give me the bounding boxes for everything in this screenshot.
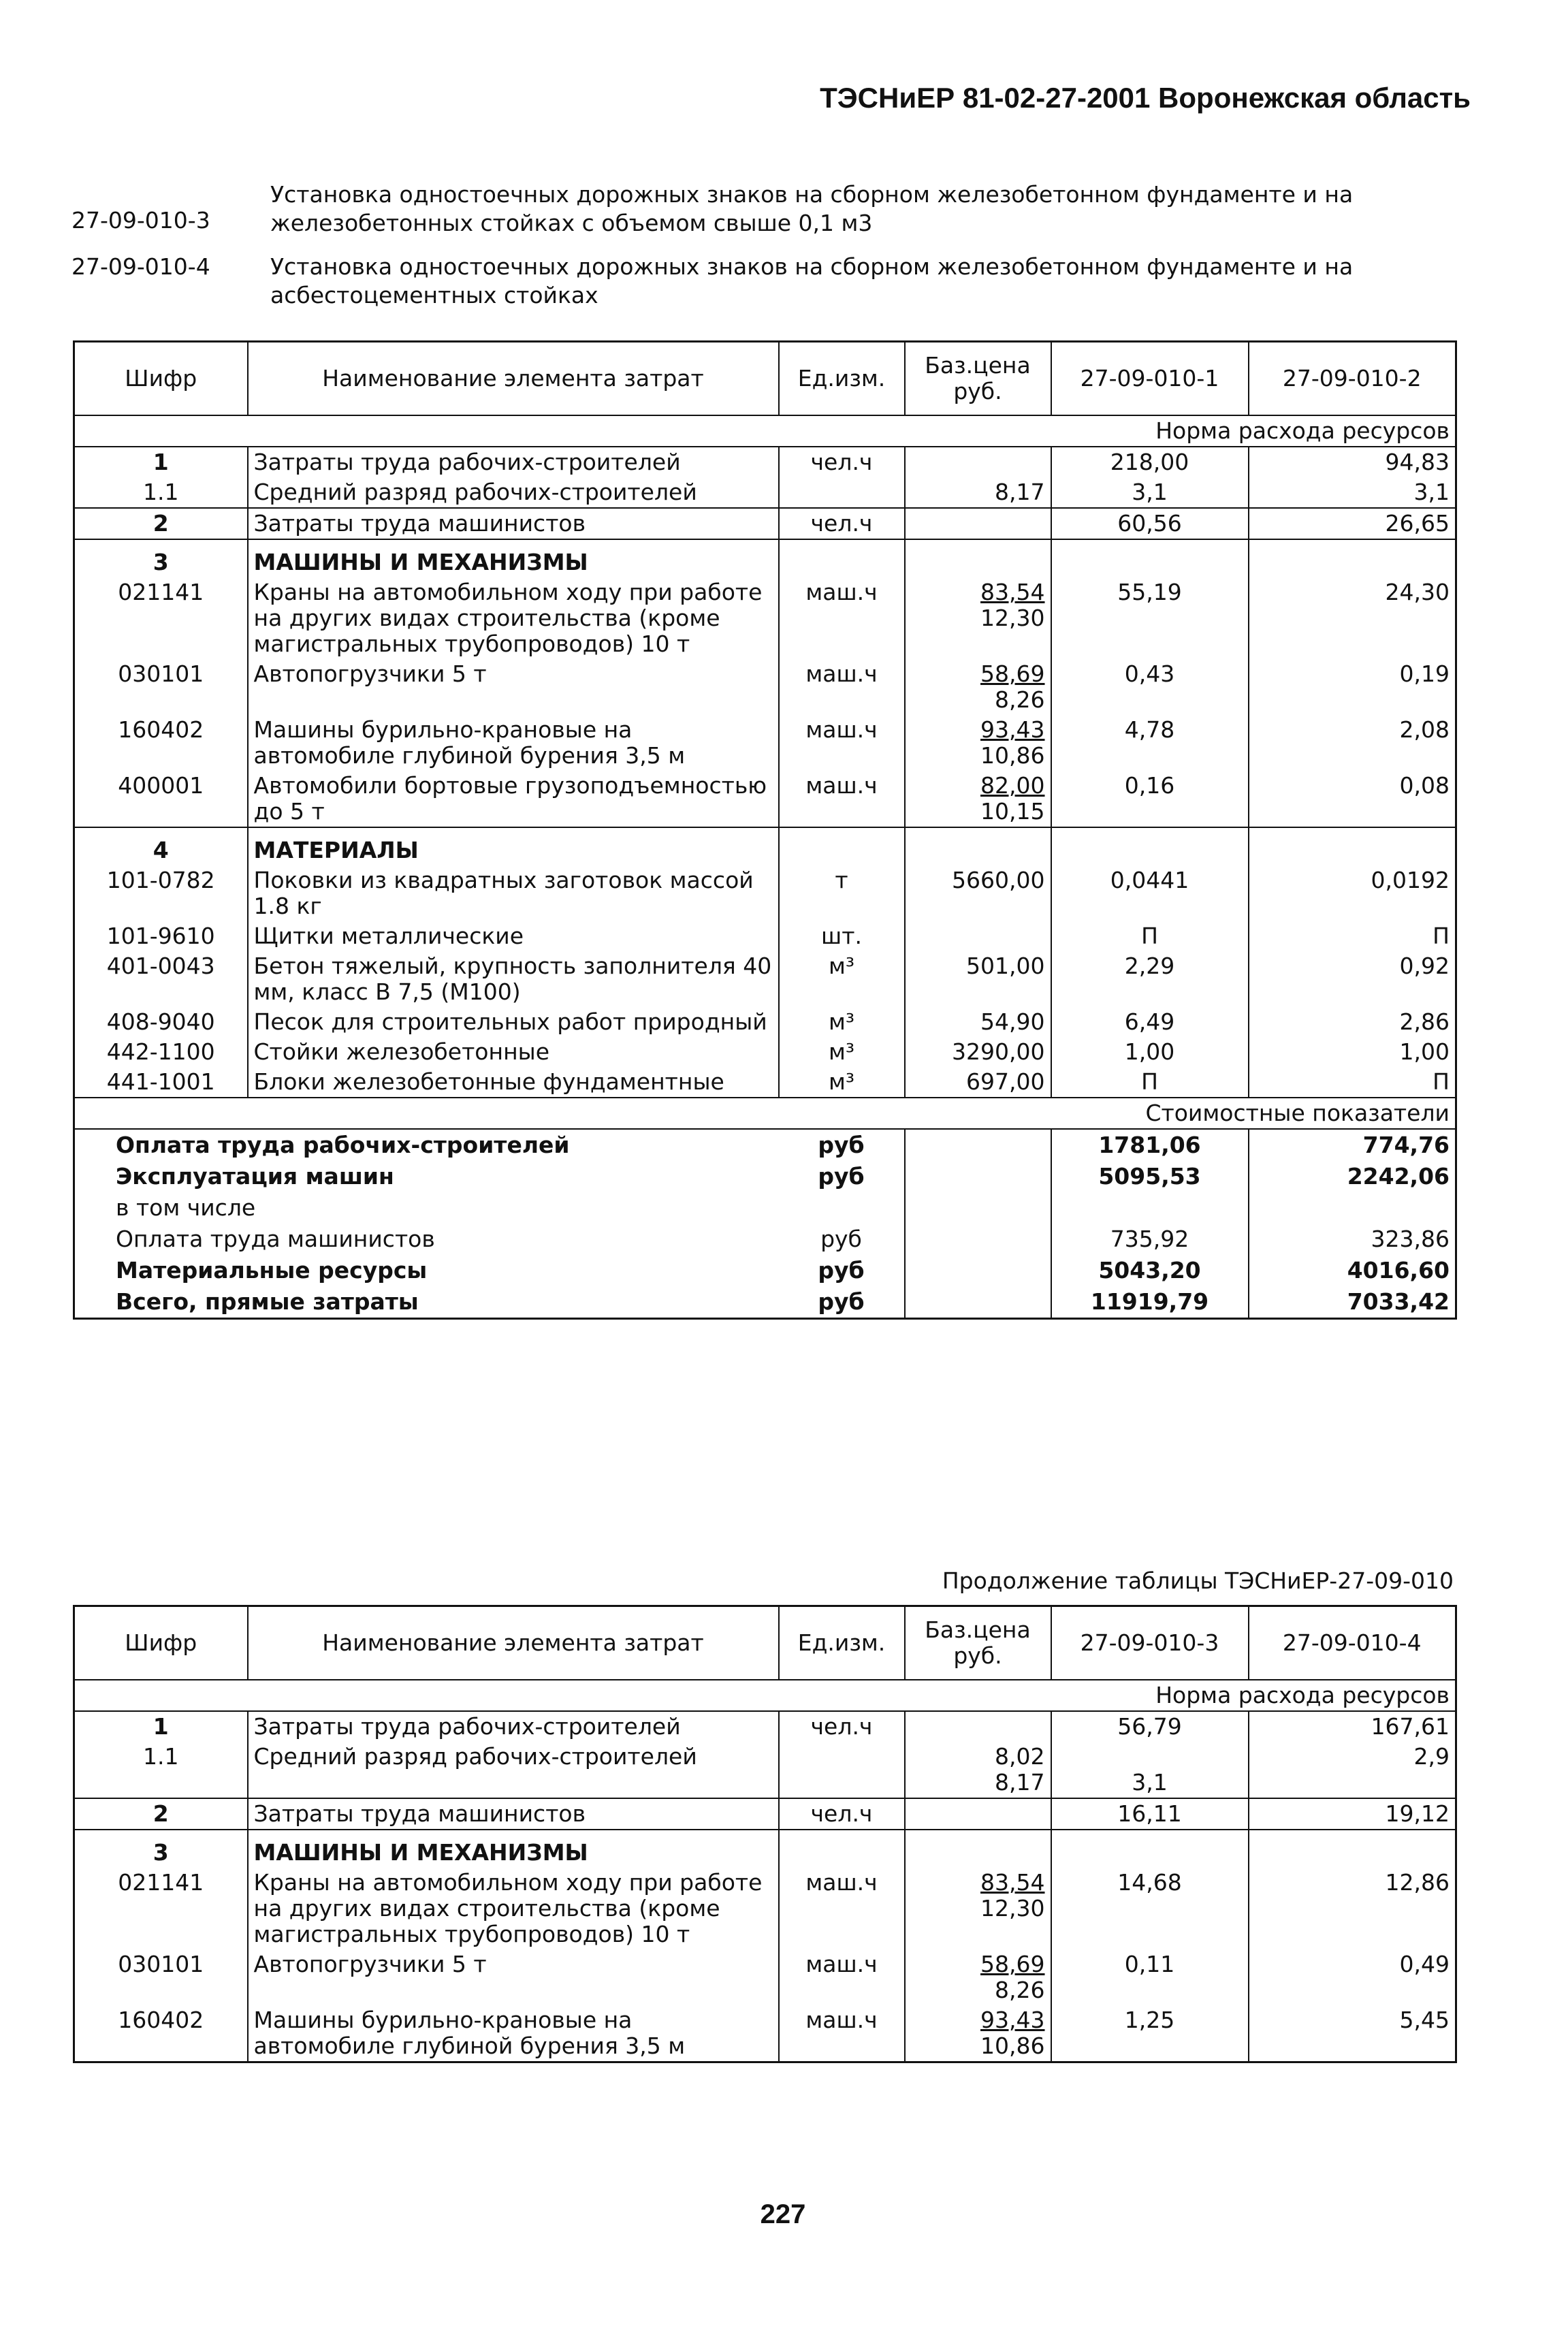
row-value-col1: П <box>1051 1067 1249 1098</box>
row-value-col1: 3,1 <box>1051 1742 1249 1798</box>
row-unit <box>779 477 905 508</box>
row-value-col1: 14,68 <box>1051 1868 1249 1949</box>
cost-blank <box>905 1129 1051 1161</box>
row-value-col2 <box>1249 1830 1456 1868</box>
row-unit: т <box>779 865 905 921</box>
row-code: 442-1100 <box>74 1037 248 1067</box>
row-base-price <box>905 659 1051 715</box>
column-header: Шифр <box>74 1606 248 1680</box>
norm-section-label: Норма расхода ресурсов <box>74 1680 1456 1711</box>
row-value-col1 <box>1051 827 1249 865</box>
row-base-price <box>905 1830 1051 1868</box>
table-row <box>74 477 1456 508</box>
rate-code-entry <box>71 180 1447 238</box>
table-row <box>74 1742 1456 1798</box>
base-price-secondary: 12,30 <box>980 605 1045 631</box>
row-unit: м³ <box>779 1037 905 1067</box>
row-value-col2: 26,65 <box>1249 508 1456 539</box>
rate-code: 27-09-010-3 <box>71 207 210 234</box>
resource-norms-table-2 <box>73 1605 1457 2063</box>
base-price-value: 697,00 <box>966 1068 1045 1095</box>
row-unit: маш.ч <box>779 2005 905 2062</box>
column-header: 27-09-010-2 <box>1249 342 1456 416</box>
row-name: Машины бурильно-крановые на автомобиле глубиной бурения 3,5 м <box>248 2005 779 2062</box>
column-header: 27-09-010-4 <box>1249 1606 1456 1680</box>
row-base-price <box>905 1067 1051 1098</box>
row-unit: маш.ч <box>779 715 905 771</box>
row-unit: маш.ч <box>779 1949 905 2005</box>
row-value-col2: 0,0192 <box>1371 867 1450 893</box>
table-row <box>74 659 1456 715</box>
cost-unit <box>779 1192 905 1224</box>
base-price-value: 58,69 <box>980 660 1045 687</box>
base-price-value: 501,00 <box>966 953 1045 979</box>
cost-value-col2: 323,86 <box>1371 1226 1450 1252</box>
row-value-col2: 167,61 <box>1371 1713 1450 1740</box>
row-value-col2: П <box>1433 923 1450 949</box>
row-unit: м³ <box>779 951 905 1007</box>
row-base-price <box>905 1007 1051 1037</box>
row-base-price <box>905 1037 1051 1067</box>
row-base-price <box>905 865 1051 921</box>
cost-row <box>74 1161 1456 1192</box>
cost-value-col2 <box>1249 1192 1456 1224</box>
cost-unit: руб <box>779 1255 905 1286</box>
row-base-price <box>905 921 1051 951</box>
table-row <box>74 1830 1456 1868</box>
row-unit: м³ <box>779 1067 905 1098</box>
row-base-price <box>905 508 1051 539</box>
table-row <box>74 1798 1456 1830</box>
row-code: 1 <box>74 447 248 477</box>
table-row <box>74 447 1456 477</box>
rate-code: 27-09-010-4 <box>71 253 210 280</box>
rate-code-entry <box>71 253 1447 310</box>
row-name: Автопогрузчики 5 т <box>248 1949 779 2005</box>
base-price-value: 58,69 <box>980 1951 1045 1977</box>
cost-name: Эксплуатация машин <box>116 1163 394 1190</box>
row-unit: маш.ч <box>779 659 905 715</box>
column-header: Наименование элемента затрат <box>248 342 779 416</box>
row-value-col1: П <box>1051 921 1249 951</box>
base-price-value: 83,54 <box>980 1869 1045 1896</box>
cost-blank <box>905 1161 1051 1192</box>
row-value-col2: 94,83 <box>1385 449 1450 475</box>
row-value-col1: 6,49 <box>1051 1007 1249 1037</box>
row-name: Краны на автомобильном ходу при работе на других видах строительства (кроме магистральных трубопроводов) 10 т <box>248 1868 779 1949</box>
row-value-col1: 0,16 <box>1051 771 1249 827</box>
base-price-secondary: 10,86 <box>980 2033 1045 2059</box>
row-value-col1: 3,1 <box>1051 477 1249 508</box>
row-code: 408-9040 <box>74 1007 248 1037</box>
base-price-secondary: 10,86 <box>980 742 1045 769</box>
cost-unit: руб <box>779 1286 905 1319</box>
norm-section-row <box>74 1680 1456 1711</box>
table-row <box>74 1007 1456 1037</box>
row-base-price <box>905 715 1051 771</box>
row-name: Затраты труда машинистов <box>248 508 779 539</box>
row-unit: маш.ч <box>779 577 905 659</box>
row-base-price <box>905 1798 1051 1830</box>
cost-section-label: Стоимостные показатели <box>74 1098 1456 1129</box>
base-price-value: 93,43 <box>980 2007 1045 2033</box>
row-value-col1: 1,00 <box>1051 1037 1249 1067</box>
cost-row <box>74 1129 1456 1161</box>
cost-value-col2: 7033,42 <box>1347 1288 1450 1315</box>
cost-section-row <box>74 1098 1456 1129</box>
row-value-col2: 0,08 <box>1399 772 1450 799</box>
row-unit <box>779 827 905 865</box>
row-unit: маш.ч <box>779 1868 905 1949</box>
row-name: Автопогрузчики 5 т <box>248 659 779 715</box>
row-value-col2: 2,86 <box>1399 1008 1450 1035</box>
row-base-price <box>905 577 1051 659</box>
cost-value-col2: 774,76 <box>1362 1132 1450 1158</box>
cost-value-col1: 5095,53 <box>1051 1161 1249 1192</box>
row-base-price <box>905 477 1051 508</box>
row-value-col2: 3,1 <box>1413 479 1450 505</box>
row-value-col2 <box>1249 827 1456 865</box>
cost-row <box>74 1192 1456 1224</box>
table-row <box>74 1037 1456 1067</box>
cost-value-col1: 735,92 <box>1051 1224 1249 1255</box>
cost-name: Оплата труда машинистов <box>116 1226 435 1252</box>
row-name: Бетон тяжелый, крупность заполнителя 40 мм, класс В 7,5 (М100) <box>248 951 779 1007</box>
table-row <box>74 827 1456 865</box>
row-unit: шт. <box>779 921 905 951</box>
rate-code-description: Установка одностоечных дорожных знаков на сборном железобетонном фундаменте и на железобетонных стойках с объемом свыше 0,1 м3 <box>270 181 1354 236</box>
row-unit <box>779 539 905 577</box>
row-value-col2: 24,30 <box>1385 579 1450 605</box>
norm-section-row <box>74 415 1456 447</box>
row-unit: чел.ч <box>779 1711 905 1742</box>
cost-value-col1 <box>1051 1192 1249 1224</box>
row-base-price <box>905 539 1051 577</box>
base-price-value: 82,00 <box>980 772 1045 799</box>
row-name: Средний разряд рабочих-строителей <box>248 477 779 508</box>
row-code: 1 <box>74 1711 248 1742</box>
base-price-value: 83,54 <box>980 579 1045 605</box>
row-name: Затраты труда рабочих-строителей <box>248 1711 779 1742</box>
norm-section-label: Норма расхода ресурсов <box>74 415 1456 447</box>
row-code: 021141 <box>74 577 248 659</box>
column-header: Ед.изм. <box>779 1606 905 1680</box>
column-header: Наименование элемента затрат <box>248 1606 779 1680</box>
table-continuation-caption: Продолжение таблицы ТЭСНиЕР-27-09-010 <box>942 1567 1454 1594</box>
row-value-col2: 0,49 <box>1399 1951 1450 1977</box>
cost-row <box>74 1255 1456 1286</box>
resource-norms-table-1 <box>73 340 1457 1320</box>
table-row <box>74 865 1456 921</box>
row-name: Затраты труда рабочих-строителей <box>248 447 779 477</box>
cost-name: Всего, прямые затраты <box>116 1288 419 1315</box>
row-code: 030101 <box>74 1949 248 2005</box>
row-unit: маш.ч <box>779 771 905 827</box>
row-code: 101-9610 <box>74 921 248 951</box>
table-row <box>74 951 1456 1007</box>
column-header: Шифр <box>74 342 248 416</box>
table-row <box>74 1711 1456 1742</box>
cost-blank <box>905 1255 1051 1286</box>
cost-blank <box>905 1224 1051 1255</box>
row-value-col1: 55,19 <box>1051 577 1249 659</box>
column-header: 27-09-010-1 <box>1051 342 1249 416</box>
row-base-price <box>905 1868 1051 1949</box>
row-unit: м³ <box>779 1007 905 1037</box>
row-code: 3 <box>74 539 248 577</box>
rate-code-description: Установка одностоечных дорожных знаков на сборном железобетонном фундаменте и на асбестоцементных стойках <box>270 253 1354 308</box>
row-code: 2 <box>74 508 248 539</box>
row-value-col1: 2,29 <box>1051 951 1249 1007</box>
cost-value-col1: 11919,79 <box>1051 1286 1249 1319</box>
row-value-col2: 5,45 <box>1399 2007 1450 2033</box>
row-value-col1: 0,43 <box>1051 659 1249 715</box>
row-value-col1: 218,00 <box>1051 447 1249 477</box>
row-value-col1 <box>1051 1830 1249 1868</box>
table-row <box>74 539 1456 577</box>
cost-row <box>74 1224 1456 1255</box>
row-value-col1: 1,25 <box>1051 2005 1249 2062</box>
row-name: Блоки железобетонные фундаментные <box>248 1067 779 1098</box>
cost-name: Материальные ресурсы <box>116 1257 428 1284</box>
base-price-value: 8,17 <box>995 479 1045 505</box>
row-code: 2 <box>74 1798 248 1830</box>
row-unit: чел.ч <box>779 508 905 539</box>
row-code: 441-1001 <box>74 1067 248 1098</box>
cost-unit: руб <box>779 1224 905 1255</box>
row-value-col2: 12,86 <box>1385 1869 1450 1896</box>
column-header: Ед.изм. <box>779 342 905 416</box>
table-row <box>74 2005 1456 2062</box>
row-value-col2: 19,12 <box>1249 1798 1456 1830</box>
row-unit: чел.ч <box>779 447 905 477</box>
row-value-col1: 60,56 <box>1051 508 1249 539</box>
cost-blank <box>905 1286 1051 1319</box>
row-code: 1.1 <box>74 477 248 508</box>
row-name: Средний разряд рабочих-строителей <box>248 1742 779 1798</box>
row-base-price <box>905 1949 1051 2005</box>
row-value-col2 <box>1249 539 1456 577</box>
row-value-col2: 2,9 <box>1413 1743 1450 1770</box>
base-price-value: 5660,00 <box>952 867 1045 893</box>
row-code: 401-0043 <box>74 951 248 1007</box>
row-base-price <box>905 447 1051 477</box>
row-value-col2: 2,08 <box>1399 716 1450 743</box>
base-price-secondary: 12,30 <box>980 1895 1045 1922</box>
row-code: 160402 <box>74 2005 248 2062</box>
row-base-price <box>905 1711 1051 1742</box>
table-row <box>74 1868 1456 1949</box>
page-number: 227 <box>760 2199 806 2229</box>
base-price-value: 54,90 <box>980 1008 1045 1035</box>
table-row <box>74 1067 1456 1098</box>
row-value-col2: 1,00 <box>1399 1038 1450 1065</box>
row-unit <box>779 1830 905 1868</box>
row-code: 101-0782 <box>74 865 248 921</box>
row-base-price <box>905 2005 1051 2062</box>
row-code: 021141 <box>74 1868 248 1949</box>
row-code: 160402 <box>74 715 248 771</box>
row-unit: чел.ч <box>779 1798 905 1830</box>
row-name: МАТЕРИАЛЫ <box>248 827 779 865</box>
table-row <box>74 921 1456 951</box>
row-value-col1 <box>1051 539 1249 577</box>
row-value-col1: 56,79 <box>1051 1711 1249 1742</box>
table-row <box>74 577 1456 659</box>
base-price-secondary: 8,26 <box>995 1977 1045 2003</box>
table-row <box>74 508 1456 539</box>
cost-unit: руб <box>779 1161 905 1192</box>
column-header: 27-09-010-3 <box>1051 1606 1249 1680</box>
row-value-col1: 0,0441 <box>1051 865 1249 921</box>
cost-value-col1: 1781,06 <box>1051 1129 1249 1161</box>
table-header-row <box>74 1606 1456 1680</box>
base-price-value: 8,02 <box>995 1743 1045 1770</box>
row-name: Поковки из квадратных заготовок массой 1.8 кг <box>248 865 779 921</box>
table-row <box>74 771 1456 827</box>
base-price-value: 93,43 <box>980 716 1045 743</box>
column-header: Баз.цена руб. <box>905 1606 1051 1680</box>
row-name: МАШИНЫ И МЕХАНИЗМЫ <box>248 539 779 577</box>
base-price-secondary: 8,17 <box>995 1769 1045 1796</box>
row-code: 030101 <box>74 659 248 715</box>
cost-value-col2: 4016,60 <box>1347 1257 1450 1284</box>
base-price-secondary: 10,15 <box>980 798 1045 825</box>
row-code: 1.1 <box>74 1742 248 1798</box>
row-name: МАШИНЫ И МЕХАНИЗМЫ <box>248 1830 779 1868</box>
row-value-col2: 0,92 <box>1399 953 1450 979</box>
row-code: 400001 <box>74 771 248 827</box>
column-header: Баз.цена руб. <box>905 342 1051 416</box>
cost-value-col2: 2242,06 <box>1347 1163 1450 1190</box>
row-name: Щитки металлические <box>248 921 779 951</box>
row-base-price <box>905 771 1051 827</box>
table-header-row <box>74 342 1456 416</box>
table-row <box>74 715 1456 771</box>
row-unit <box>779 1742 905 1798</box>
cost-row <box>74 1286 1456 1319</box>
document-header-title: ТЭСНиЕР 81-02-27-2001 Воронежская область <box>820 82 1471 114</box>
cost-name: в том числе <box>116 1194 256 1221</box>
row-code: 3 <box>74 1830 248 1868</box>
row-base-price <box>905 827 1051 865</box>
row-name: Песок для строительных работ природный <box>248 1007 779 1037</box>
row-base-price <box>905 951 1051 1007</box>
table-row <box>74 1949 1456 2005</box>
row-base-price <box>905 1742 1051 1798</box>
cost-value-col1: 5043,20 <box>1051 1255 1249 1286</box>
row-value-col2: 0,19 <box>1399 660 1450 687</box>
base-price-secondary: 8,26 <box>995 686 1045 713</box>
row-name: Затраты труда машинистов <box>248 1798 779 1830</box>
cost-blank <box>905 1192 1051 1224</box>
row-name: Стойки железобетонные <box>248 1037 779 1067</box>
row-value-col1: 16,11 <box>1051 1798 1249 1830</box>
base-price-value: 3290,00 <box>952 1038 1045 1065</box>
row-code: 4 <box>74 827 248 865</box>
cost-unit: руб <box>779 1129 905 1161</box>
row-value-col1: 4,78 <box>1051 715 1249 771</box>
rate-code-descriptions <box>71 180 1447 325</box>
row-value-col2: П <box>1433 1068 1450 1095</box>
row-name: Краны на автомобильном ходу при работе на других видах строительства (кроме магистральных трубопроводов) 10 т <box>248 577 779 659</box>
row-name: Автомобили бортовые грузоподъемностью до 5 т <box>248 771 779 827</box>
row-value-col1: 0,11 <box>1051 1949 1249 2005</box>
row-name: Машины бурильно-крановые на автомобиле глубиной бурения 3,5 м <box>248 715 779 771</box>
cost-name: Оплата труда рабочих-строителей <box>116 1132 570 1158</box>
